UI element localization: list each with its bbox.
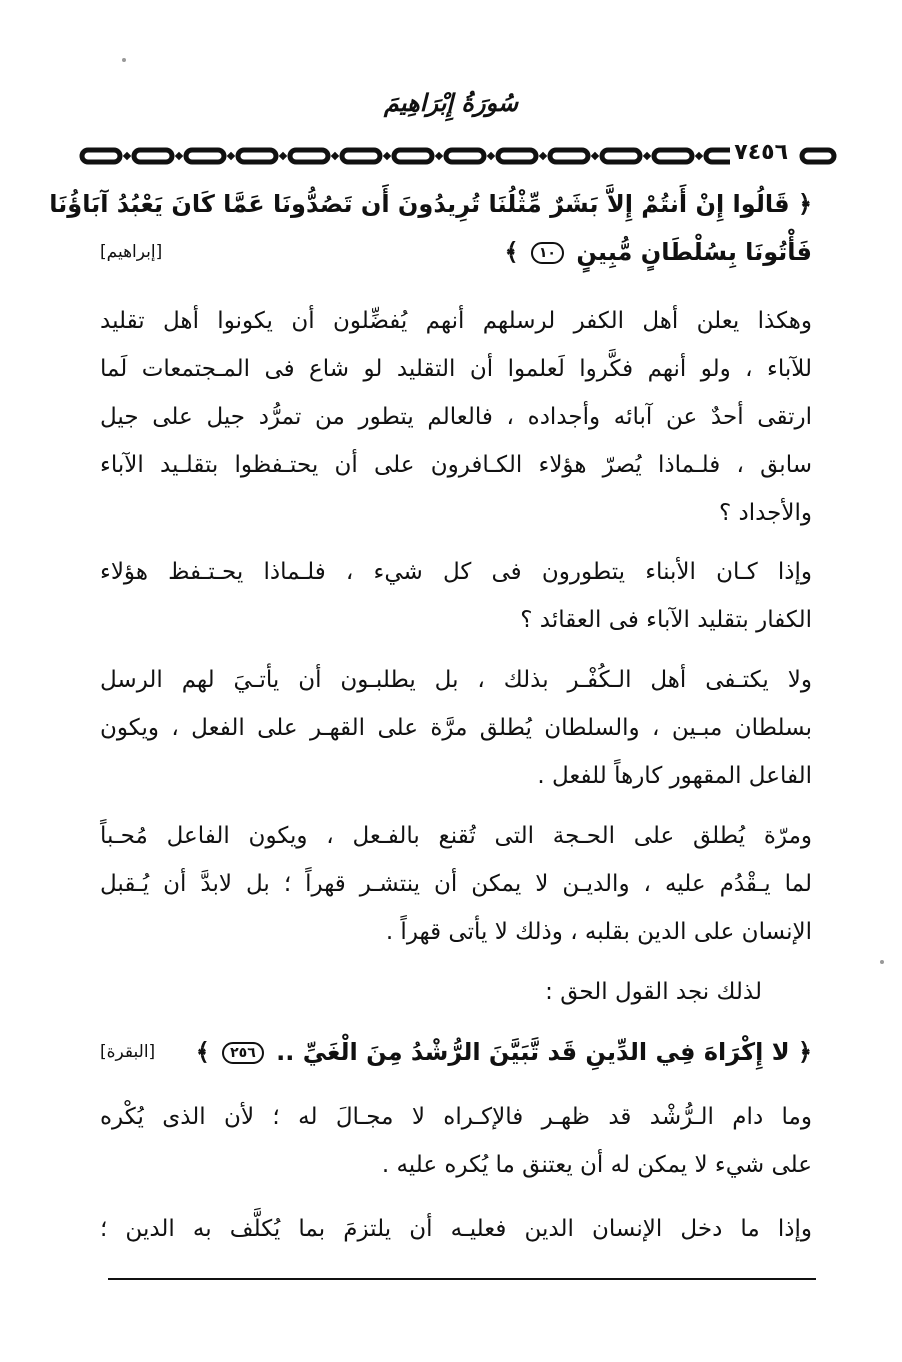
verse-close-bracket: ﴾ — [195, 1038, 210, 1066]
paragraph-line: وما دام الـرُّشْد قد ظهـر فالإكـراه لا مجـالَ له ؛ لأن الذى يُكْره — [100, 1104, 812, 1130]
chain-diamond — [695, 152, 703, 160]
quran-verse-ibrahim-10 — [49, 180, 812, 276]
ayah-number-badge: ٢٥٦ — [222, 1042, 264, 1064]
chain-link — [290, 150, 328, 162]
chain-link — [238, 150, 276, 162]
verse-open-bracket: ﴿ — [797, 1038, 812, 1066]
scan-speck — [122, 58, 126, 62]
paragraph-line: وإذا كـان الأبناء يتطورون فى كل شيء ، فلـماذا يحـتـفظ هؤلاء — [100, 559, 812, 585]
paragraph-line: بسلطان مبـين ، والسلطان يُطلق مرَّة على القهـر على الفعل ، ويكون — [100, 715, 812, 741]
paragraph-line: ولا يكتـفى أهل الـكُفْـر بذلك ، بل يطلبـون أن يأتـيَ لهم الرسل — [100, 667, 812, 693]
chain-diamond — [175, 152, 183, 160]
verse-line — [100, 1028, 812, 1076]
chain-diamond — [487, 152, 495, 160]
chain-link — [602, 150, 640, 162]
paragraph-6 — [100, 1093, 812, 1189]
ayah-number-badge: ١٠ — [531, 242, 564, 264]
chain-diamond — [279, 152, 287, 160]
verse-close-bracket: ﴾ — [504, 238, 519, 266]
paragraph-line: للآباء ، ولو أنهم فكَّروا لَعلموا أن التقليد لو شاع فى المـجتمعات لَما — [100, 356, 812, 382]
paragraph-line: الكفار بتقليد الآباء فى العقائد ؟ — [520, 607, 812, 633]
decorative-header-band — [78, 142, 838, 170]
chain-link — [654, 150, 692, 162]
paragraph-line: على شيء لا يمكن له أن يعتنق ما يُكره عليه . — [381, 1152, 812, 1178]
paragraph-line: والأجداد ؟ — [718, 500, 812, 526]
page-number: ٧٤٥٦ — [730, 140, 792, 165]
verse-text-line-1: قَالُوا إِنْ أَنتُمْ إِلاَّ بَشَرٌ مِّثْلُنَا تُرِيدُونَ أَن تَصُدُّونَا عَمَّا كَانَ يَعْبُدُ آبَاؤُنَا — [49, 190, 790, 218]
chain-link — [446, 150, 484, 162]
chain-diamond — [435, 152, 443, 160]
surah-title: سُورَةُ إِبْرَاهِيمَ — [383, 88, 519, 117]
paragraph-7 — [100, 1205, 812, 1253]
chain-diamond — [383, 152, 391, 160]
paragraph-line: ارتقى أحدٌ عن آبائه وأجداده ، فالعالم يتطور من تمرُّد جيل على جيل — [100, 404, 812, 430]
chain-link — [498, 150, 536, 162]
chain-diamond — [123, 152, 131, 160]
verse-open-bracket: ﴿ — [797, 190, 812, 218]
footer-rule — [108, 1278, 816, 1280]
quran-verse-baqarah-256 — [100, 1028, 812, 1076]
chain-diamond — [331, 152, 339, 160]
chain-diamond — [643, 152, 651, 160]
chain-diamond — [591, 152, 599, 160]
verse-line-2 — [100, 228, 812, 276]
chain-link — [550, 150, 588, 162]
paragraph-line: وهكذا يعلن أهل الكفر لرسلهم أنهم يُفضِّلون أن يكونوا أهل تقليد — [100, 308, 812, 334]
chain-diamond — [539, 152, 547, 160]
chain-ornament — [78, 142, 838, 170]
chain-link — [82, 150, 120, 162]
paragraph-line: سابق ، فلـماذا يُصرّ هؤلاء الكـافرون على أن يحتـفظوا بتقلـيد الآباء — [100, 452, 812, 478]
verse-reference: [إبراهيم] — [100, 242, 163, 262]
paragraph-1 — [100, 297, 812, 537]
chain-link — [186, 150, 224, 162]
chain-diamond — [227, 152, 235, 160]
verse-text-line-2: فَأْتُونَا بِسُلْطَانٍ مُّبِينٍ — [576, 238, 812, 266]
verse-line-1 — [49, 180, 812, 228]
verse-reference: [البقرة] — [100, 1042, 156, 1062]
chain-link — [394, 150, 432, 162]
paragraph-2 — [100, 548, 812, 644]
paragraph-5 — [100, 968, 812, 1016]
paragraph-line: لما يـقْدُم عليه ، والديـن لا يمكن أن ينتشـر قهراً ؛ بل لابدَّ أن يُـقبل — [100, 871, 812, 897]
paragraph-4 — [100, 812, 812, 956]
paragraph-line: ومرّة يُطلق على الحـجة التى تُقنع بالفـعل ، ويكون الفاعل مُحـباً — [100, 823, 812, 849]
paragraph-line: الإنسان على الدين بقلبه ، وذلك لا يأتى قهراً . — [385, 919, 812, 945]
chain-link — [134, 150, 172, 162]
paragraph-line: وإذا ما دخل الإنسان الدين فعليـه أن يلتزمَ بما يُكلَّف به الدين ؛ — [100, 1216, 812, 1242]
chain-link — [802, 150, 834, 162]
paragraph-line: لذلك نجد القول الحق : — [545, 979, 762, 1005]
verse-text: لا إِكْرَاهَ فِي الدِّينِ قَد تَّبَيَّنَ الرُّشْدُ مِنَ الْغَيِّ .. — [276, 1038, 790, 1066]
paragraph-3 — [100, 656, 812, 800]
chain-link — [342, 150, 380, 162]
scan-speck — [880, 960, 884, 964]
paragraph-line: الفاعل المقهور كارهاً للفعل . — [537, 763, 812, 789]
